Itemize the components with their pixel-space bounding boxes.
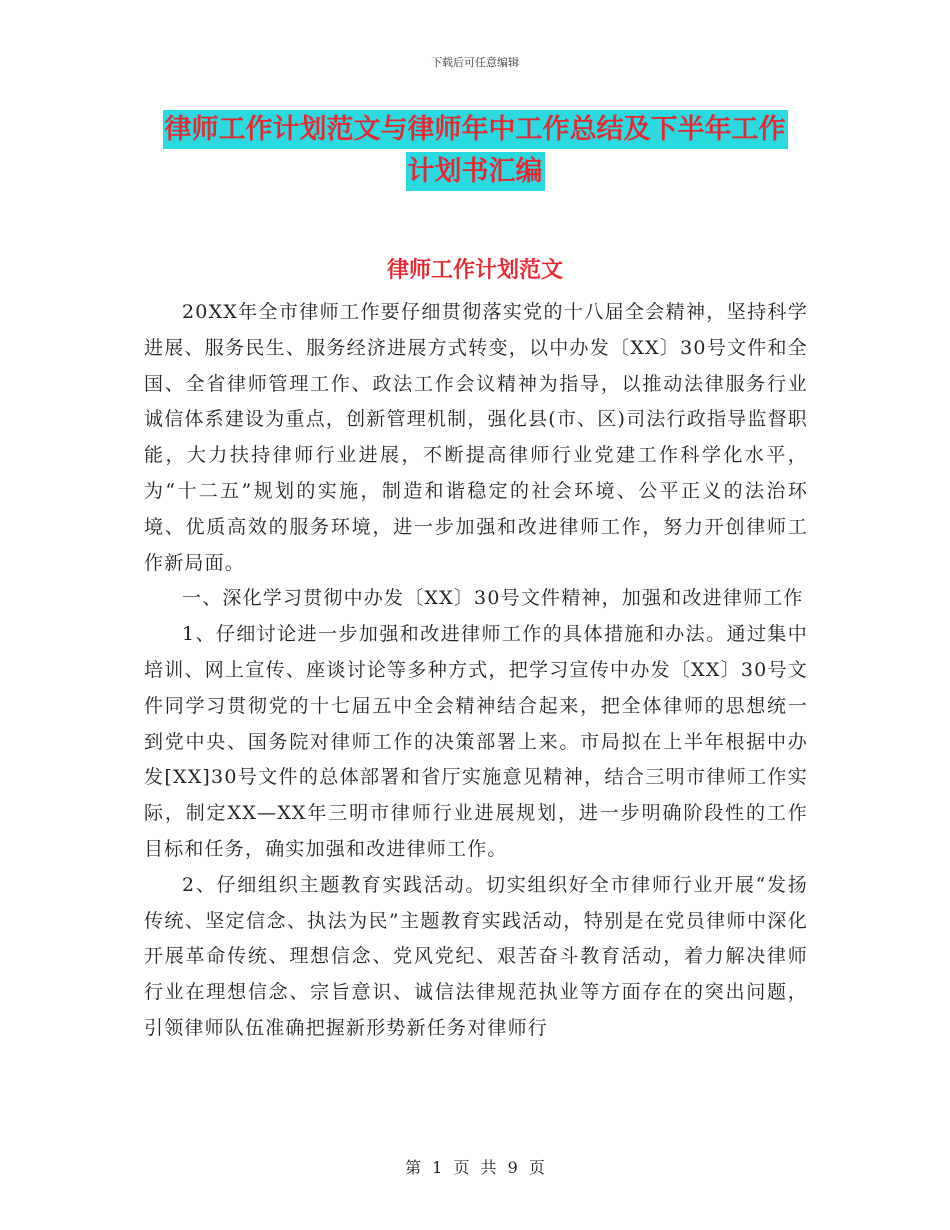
- document-body: [144, 295, 808, 1047]
- paragraph-item-1: 1、仔细讨论进一步加强和改进律师工作的具体措施和办法。通过集中培训、网上宣传、座谈讨论等多种方式，把学习宣传中办发〔XX〕30号文件同学习贯彻党的十七届五中全会精神结合起来，把全体律师的思想统一到党中央、国务院对律师工作的决策部署上来。市局拟在上半年根据中办发[XX]30号文件的总体部署和省厅实施意见精神，结合三明市律师工作实际，制定XX—XX年三明市律师行业进展规划，进一步明确阶段性的工作目标和任务，确实加强和改进律师工作。: [144, 623, 808, 860]
- page-footer: 第 1 页 共 9 页: [405, 1158, 545, 1177]
- paragraph-heading-1: 一、深化学习贯彻中办发〔XX〕30号文件精神，加强和改进律师工作: [182, 587, 804, 610]
- document-title-line-2: [0, 158, 950, 185]
- document-title-line-1-text: 律师工作计划范文与律师年中工作总结及下半年工作: [163, 110, 788, 149]
- paragraph-item-2: 2、仔细组织主题教育实践活动。切实组织好全市律师行业开展“发扬传统、坚定信念、执法为民”主题教育实践活动，特别是在党员律师中深化开展革命传统、理想信念、党风党纪、艰苦奋斗教育活动，着力解决律师行业在理想信念、宗旨意识、诚信法律规范执业等方面存在的突出问题，引领律师队伍准确把握新形势新任务对律师行: [144, 873, 808, 1039]
- document-title-line-1: [0, 116, 950, 143]
- document-title-line-2-text: 计划书汇编: [406, 152, 545, 191]
- section-title: 律师工作计划范文: [386, 258, 563, 283]
- page-header-note: 下载后可任意编辑: [431, 56, 519, 69]
- paragraph-intro: 20XX年全市律师工作要仔细贯彻落实党的十八届全会精神，坚持科学进展、服务民生、服务经济进展方式转变，以中办发〔XX〕30号文件和全国、全省律师管理工作、政法工作会议精神为指导，以推动法律服务行业诚信体系建设为重点，创新管理机制，强化县(市、区)司法行政指导监督职能，大力扶持律师行业进展，不断提高律师行业党建工作科学化水平，为“十二五”规划的实施，制造和谐稳定的社会环境、公平正义的法治环境、优质高效的服务环境，进一步加强和改进律师工作，努力开创律师工作新局面。: [144, 301, 808, 574]
